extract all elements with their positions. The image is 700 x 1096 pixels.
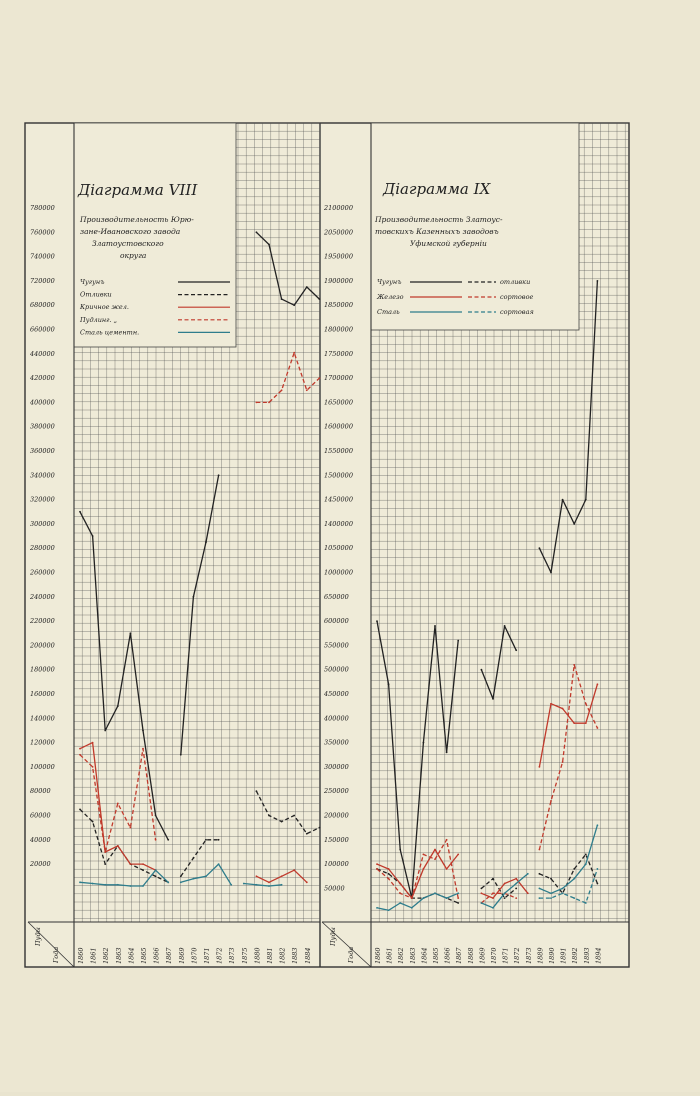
data-point bbox=[573, 664, 575, 666]
data-point bbox=[306, 286, 308, 288]
x-tick-label: 1864 bbox=[127, 947, 136, 964]
data-point bbox=[550, 897, 552, 899]
data-point bbox=[457, 897, 459, 899]
data-point bbox=[492, 892, 494, 894]
data-point bbox=[281, 389, 283, 391]
data-point bbox=[104, 851, 106, 853]
chart-subtitle-left-4: округа bbox=[120, 251, 147, 260]
chart-subtitle-left-1: Производительность Юрю- bbox=[80, 215, 194, 224]
y-tick-label: 250000 bbox=[324, 787, 349, 796]
x-tick-label: 1871 bbox=[501, 947, 510, 964]
data-point bbox=[319, 827, 321, 829]
data-point bbox=[585, 703, 587, 705]
data-point bbox=[256, 790, 258, 792]
data-point bbox=[79, 881, 81, 883]
data-point bbox=[562, 499, 564, 501]
y-tick-label: 180000 bbox=[30, 665, 55, 674]
x-tick-label: 1894 bbox=[594, 947, 603, 964]
y-tick-label: 200000 bbox=[30, 641, 55, 650]
data-point bbox=[79, 748, 81, 750]
y-tick-label: 50000 bbox=[324, 884, 345, 893]
data-point bbox=[446, 897, 448, 899]
y-tick-label: 1550000 bbox=[324, 447, 353, 455]
y-tick-label: 1800000 bbox=[324, 325, 353, 334]
data-point bbox=[585, 499, 587, 501]
data-point bbox=[218, 839, 220, 841]
data-point bbox=[388, 683, 390, 685]
data-point bbox=[205, 541, 207, 543]
data-point bbox=[562, 892, 564, 894]
data-point bbox=[446, 868, 448, 870]
x-tick-label: 1893 bbox=[582, 947, 591, 964]
data-point bbox=[550, 892, 552, 894]
y-tick-label: 440000 bbox=[30, 349, 55, 358]
data-point bbox=[585, 722, 587, 724]
data-point bbox=[155, 875, 157, 877]
legend-label: отливки bbox=[500, 278, 531, 286]
data-point bbox=[376, 907, 378, 909]
y-tick-label: 380000 bbox=[30, 422, 55, 431]
data-point bbox=[504, 892, 506, 894]
x-tick-label: 1871 bbox=[203, 947, 211, 964]
data-point bbox=[319, 298, 321, 300]
data-point bbox=[597, 727, 599, 729]
data-point bbox=[573, 722, 575, 724]
data-point bbox=[193, 596, 195, 598]
legend-label: Кричное жел. bbox=[80, 303, 129, 312]
data-point bbox=[539, 849, 541, 851]
x-tick-label: 1863 bbox=[408, 947, 417, 964]
y-axis-label: Пуды bbox=[329, 927, 337, 946]
x-axis-label: Года bbox=[347, 946, 355, 963]
y-tick-label: 1900000 bbox=[324, 276, 353, 285]
data-point bbox=[268, 881, 270, 883]
data-point bbox=[79, 809, 81, 811]
data-point bbox=[573, 897, 575, 899]
data-point bbox=[281, 884, 283, 886]
y-tick-label: 420000 bbox=[30, 374, 55, 383]
y-tick-label: 1950000 bbox=[324, 252, 353, 261]
y-tick-label: 200000 bbox=[324, 811, 349, 820]
data-point bbox=[293, 304, 295, 306]
data-point bbox=[597, 824, 599, 826]
y-axis-label: Пуды bbox=[34, 927, 42, 946]
x-tick-label: 1870 bbox=[190, 947, 199, 964]
data-point bbox=[167, 881, 169, 883]
data-point bbox=[446, 839, 448, 841]
data-point bbox=[423, 897, 425, 899]
x-tick-label: 1864 bbox=[420, 947, 429, 964]
data-point bbox=[218, 474, 220, 476]
y-tick-label: 1750000 bbox=[324, 349, 353, 358]
data-point bbox=[104, 863, 106, 865]
data-point bbox=[104, 884, 106, 886]
data-point bbox=[492, 698, 494, 700]
data-point bbox=[597, 883, 599, 885]
data-point bbox=[256, 231, 258, 233]
y-tick-label: 120000 bbox=[30, 738, 55, 747]
data-point bbox=[515, 888, 517, 890]
x-tick-label: 1865 bbox=[140, 947, 148, 964]
y-tick-label: 100000 bbox=[324, 860, 349, 869]
x-tick-label: 1867 bbox=[455, 947, 464, 964]
x-tick-label: 1872 bbox=[513, 947, 522, 964]
chart-subtitle-right-2: товскихъ Казенныхъ заводовъ bbox=[375, 227, 499, 236]
data-point bbox=[562, 888, 564, 890]
data-point bbox=[193, 878, 195, 880]
y-tick-label: 550000 bbox=[324, 641, 349, 650]
data-point bbox=[515, 897, 517, 899]
data-point bbox=[155, 869, 157, 871]
data-point bbox=[306, 833, 308, 835]
legend-label: Отливки bbox=[80, 290, 112, 299]
y-tick-label: 2050000 bbox=[324, 228, 353, 237]
legend-label: Сталь bbox=[377, 308, 400, 316]
data-point bbox=[457, 853, 459, 855]
x-tick-label: 1875 bbox=[240, 947, 249, 964]
data-point bbox=[562, 708, 564, 710]
y-tick-label: 300000 bbox=[30, 519, 55, 528]
x-tick-label: 1861 bbox=[89, 947, 98, 964]
y-tick-label: 320000 bbox=[30, 495, 55, 504]
data-point bbox=[268, 885, 270, 887]
data-point bbox=[268, 815, 270, 817]
data-point bbox=[411, 907, 413, 909]
y-tick-label: 1500000 bbox=[324, 471, 353, 480]
data-point bbox=[142, 748, 144, 750]
data-point bbox=[573, 868, 575, 870]
data-point bbox=[539, 873, 541, 875]
data-point bbox=[399, 883, 401, 885]
legend-label: Железо bbox=[377, 293, 404, 301]
y-tick-label: 1700000 bbox=[324, 374, 353, 383]
y-tick-label: 720000 bbox=[30, 276, 55, 285]
data-point bbox=[256, 875, 258, 877]
x-tick-label: 1866 bbox=[152, 947, 161, 964]
data-point bbox=[293, 352, 295, 354]
data-point bbox=[597, 868, 599, 870]
data-point bbox=[155, 839, 157, 841]
y-tick-label: 400000 bbox=[30, 398, 55, 407]
data-point bbox=[585, 902, 587, 904]
data-point bbox=[423, 853, 425, 855]
data-point bbox=[256, 884, 258, 886]
data-point bbox=[193, 857, 195, 859]
data-point bbox=[142, 885, 144, 887]
x-tick-label: 1881 bbox=[266, 947, 274, 964]
data-point bbox=[92, 535, 94, 537]
y-tick-label: 360000 bbox=[30, 447, 55, 455]
x-tick-label: 1863 bbox=[114, 947, 123, 964]
data-point bbox=[79, 754, 81, 756]
data-point bbox=[130, 632, 132, 634]
x-tick-label: 1892 bbox=[571, 947, 580, 964]
legend-label: сортовая bbox=[500, 308, 534, 316]
x-tick-label: 1869 bbox=[177, 947, 186, 964]
data-point bbox=[550, 572, 552, 574]
data-point bbox=[539, 766, 541, 768]
y-tick-label: 150000 bbox=[324, 835, 349, 844]
data-point bbox=[399, 849, 401, 851]
data-point bbox=[376, 620, 378, 622]
data-point bbox=[256, 402, 258, 404]
chart-subtitle-left-3: Златоустовского bbox=[92, 239, 164, 248]
y-tick-label: 1000000 bbox=[324, 568, 353, 577]
data-point bbox=[515, 883, 517, 885]
x-tick-label: 1865 bbox=[432, 947, 440, 964]
data-point bbox=[550, 703, 552, 705]
y-tick-label: 140000 bbox=[30, 714, 55, 723]
data-point bbox=[585, 863, 587, 865]
data-point bbox=[492, 907, 494, 909]
data-point bbox=[205, 875, 207, 877]
x-tick-label: 1868 bbox=[466, 947, 475, 964]
data-point bbox=[281, 298, 283, 300]
y-tick-label: 660000 bbox=[30, 325, 55, 334]
x-tick-label: 1873 bbox=[228, 947, 237, 964]
data-point bbox=[481, 669, 483, 671]
data-point bbox=[434, 625, 436, 627]
legend-label: Пудлинг. „ bbox=[80, 315, 117, 324]
x-tick-label: 1890 bbox=[548, 947, 556, 964]
y-tick-label: 650000 bbox=[324, 592, 349, 601]
y-tick-label: 220000 bbox=[30, 617, 55, 626]
data-point bbox=[457, 640, 459, 642]
data-point bbox=[180, 754, 182, 756]
x-tick-label: 1869 bbox=[478, 947, 487, 964]
data-point bbox=[434, 892, 436, 894]
data-point bbox=[399, 892, 401, 894]
data-point bbox=[117, 884, 119, 886]
data-point bbox=[268, 402, 270, 404]
x-tick-label: 1860 bbox=[374, 947, 382, 964]
y-tick-label: 340000 bbox=[30, 471, 55, 480]
data-point bbox=[562, 761, 564, 763]
x-tick-label: 1862 bbox=[397, 947, 406, 964]
data-point bbox=[539, 888, 541, 890]
data-point bbox=[92, 883, 94, 885]
data-point bbox=[388, 868, 390, 870]
data-point bbox=[117, 705, 119, 707]
data-point bbox=[130, 885, 132, 887]
y-tick-label: 1450000 bbox=[324, 495, 353, 504]
data-point bbox=[423, 742, 425, 744]
data-point bbox=[180, 875, 182, 877]
legend-label: сортовое bbox=[500, 293, 534, 301]
data-point bbox=[399, 902, 401, 904]
x-tick-label: 1880 bbox=[253, 947, 262, 964]
data-point bbox=[319, 377, 321, 379]
chart-subtitle-right-3: Уфимской губерніи bbox=[410, 239, 487, 248]
data-point bbox=[130, 827, 132, 829]
data-point bbox=[155, 815, 157, 817]
data-point bbox=[388, 909, 390, 911]
x-tick-label: 1866 bbox=[443, 947, 452, 964]
y-tick-label: 760000 bbox=[30, 228, 55, 237]
data-point bbox=[573, 878, 575, 880]
data-point bbox=[550, 878, 552, 880]
data-point bbox=[492, 897, 494, 899]
chart-subtitle-right-1: Производительность Златоус- bbox=[375, 215, 503, 224]
x-tick-label: 1861 bbox=[385, 947, 394, 964]
y-tick-label: 400000 bbox=[324, 714, 349, 723]
data-point bbox=[515, 649, 517, 651]
data-point bbox=[142, 730, 144, 732]
data-point bbox=[515, 878, 517, 880]
data-point bbox=[306, 881, 308, 883]
y-tick-label: 1650000 bbox=[324, 398, 353, 407]
y-tick-label: 260000 bbox=[30, 568, 55, 577]
data-point bbox=[268, 244, 270, 246]
data-point bbox=[457, 902, 459, 904]
data-point bbox=[527, 873, 529, 875]
x-tick-label: 1884 bbox=[303, 947, 312, 964]
data-point bbox=[293, 869, 295, 871]
data-point bbox=[527, 892, 529, 894]
y-tick-label: 1850000 bbox=[324, 301, 353, 310]
x-tick-label: 1891 bbox=[559, 947, 568, 964]
y-tick-label: 740000 bbox=[30, 252, 55, 261]
data-point bbox=[539, 547, 541, 549]
y-tick-label: 20000 bbox=[30, 860, 51, 869]
data-point bbox=[376, 868, 378, 870]
data-point bbox=[281, 875, 283, 877]
data-point bbox=[243, 883, 245, 885]
data-point bbox=[180, 881, 182, 883]
x-tick-label: 1883 bbox=[291, 947, 300, 964]
y-tick-label: 1400000 bbox=[324, 519, 353, 528]
data-point bbox=[142, 869, 144, 871]
data-point bbox=[293, 815, 295, 817]
data-point bbox=[481, 902, 483, 904]
data-point bbox=[481, 888, 483, 890]
data-point bbox=[492, 878, 494, 880]
legend-label: Чугунъ bbox=[80, 278, 105, 286]
data-point bbox=[167, 839, 169, 841]
data-point bbox=[205, 839, 207, 841]
x-tick-label: 1873 bbox=[524, 947, 533, 964]
data-point bbox=[388, 873, 390, 875]
data-point bbox=[597, 683, 599, 685]
data-point bbox=[92, 821, 94, 823]
y-tick-label: 80000 bbox=[30, 787, 51, 796]
data-point bbox=[446, 751, 448, 753]
data-point bbox=[434, 858, 436, 860]
data-point bbox=[423, 868, 425, 870]
data-point bbox=[481, 892, 483, 894]
x-tick-label: 1872 bbox=[215, 947, 224, 964]
chart-subtitle-left-2: зане-Ивановского завода bbox=[80, 227, 181, 236]
chart-title-right: Діаграмма IX bbox=[383, 180, 491, 198]
data-point bbox=[79, 511, 81, 513]
y-tick-label: 1600000 bbox=[324, 422, 353, 431]
data-point bbox=[388, 878, 390, 880]
data-point bbox=[550, 800, 552, 802]
data-point bbox=[117, 845, 119, 847]
y-tick-label: 600000 bbox=[324, 617, 349, 626]
y-tick-label: 500000 bbox=[324, 665, 349, 674]
data-point bbox=[92, 742, 94, 744]
y-tick-label: 240000 bbox=[30, 592, 55, 601]
data-point bbox=[539, 897, 541, 899]
data-point bbox=[130, 863, 132, 865]
chart-title-left: Діаграмма VIII bbox=[78, 181, 198, 199]
y-tick-label: 450000 bbox=[324, 690, 349, 698]
y-tick-label: 100000 bbox=[30, 762, 55, 771]
data-point bbox=[504, 897, 506, 899]
x-tick-label: 1862 bbox=[102, 947, 111, 964]
x-tick-label: 1889 bbox=[536, 947, 545, 964]
data-point bbox=[218, 863, 220, 865]
x-tick-label: 1867 bbox=[165, 947, 174, 964]
y-tick-label: 2100000 bbox=[324, 204, 353, 212]
y-tick-label: 780000 bbox=[30, 204, 55, 212]
legend-label: Чугунъ bbox=[377, 278, 402, 286]
data-point bbox=[504, 625, 506, 627]
data-point bbox=[142, 863, 144, 865]
data-point bbox=[281, 821, 283, 823]
data-point bbox=[457, 892, 459, 894]
y-tick-label: 680000 bbox=[30, 301, 55, 310]
y-tick-label: 40000 bbox=[30, 835, 51, 844]
y-tick-label: 280000 bbox=[30, 544, 55, 553]
y-tick-label: 60000 bbox=[30, 811, 51, 820]
data-point bbox=[573, 523, 575, 525]
data-point bbox=[92, 766, 94, 768]
data-point bbox=[411, 897, 413, 899]
x-tick-label: 1870 bbox=[490, 947, 498, 964]
y-tick-label: 350000 bbox=[324, 738, 349, 747]
data-point bbox=[376, 863, 378, 865]
data-point bbox=[597, 280, 599, 282]
x-tick-label: 1860 bbox=[77, 947, 85, 964]
data-point bbox=[585, 853, 587, 855]
x-axis-label: Года bbox=[52, 946, 60, 963]
y-tick-label: 160000 bbox=[30, 690, 55, 698]
legend-label: Сталь цементн. bbox=[80, 328, 140, 337]
data-point bbox=[104, 730, 106, 732]
y-tick-label: 300000 bbox=[324, 762, 349, 771]
x-tick-label: 1882 bbox=[278, 947, 287, 964]
data-point bbox=[306, 389, 308, 391]
y-tick-label: 1050000 bbox=[324, 544, 353, 553]
data-point bbox=[504, 883, 506, 885]
data-point bbox=[230, 884, 232, 886]
data-point bbox=[434, 849, 436, 851]
data-point bbox=[117, 802, 119, 804]
